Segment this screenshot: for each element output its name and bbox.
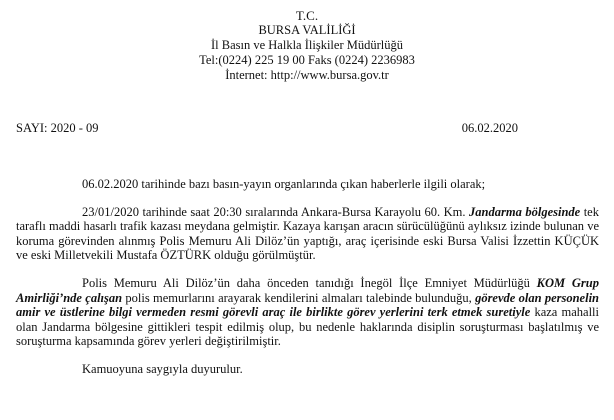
paragraph-investigation-text-3: kaza mahalli olan Jandarma bölgesine gittikleri tespit edilmiş olup, bu nedenle haklarında disiplin soruşturması başlatılmış ve soruşturma kapsamında görev yerleri değiştirilmiştir.: [16, 305, 599, 349]
paragraph-investigation-emphasis-1: KOM Grup Amirliği’nde çalışan: [16, 275, 599, 305]
paragraph-investigation-emphasis-2: görevde olan personelin amir ve üstlerine bilgi vermeden resmi görevli araç ile birlikte görev yerlerini terk etmek suretiyle: [16, 290, 600, 320]
letterhead-institution: BURSA VALİLİĞİ: [258, 23, 356, 37]
paragraph-accident-text-1: 23/01/2020 tarihinde saat 20:30 sıralarında Ankara-Bursa Karayolu 60. Km.: [82, 204, 470, 219]
letterhead: [0, 8, 614, 83]
letter-body: [16, 177, 599, 390]
paragraph-investigation-text-1: Polis Memuru Ali Dilöz’ün daha önceden tanıdığı İnegöl İlçe Emniyet Müdürlüğü: [82, 275, 537, 290]
paragraph-accident: [16, 205, 599, 263]
closing-line: Kamuoyuna saygıyla duyurulur.: [82, 361, 243, 376]
letterhead-department: İl Basın ve Halkla İlişkiler Müdürlüğü: [211, 38, 403, 52]
paragraph-investigation-text-2: polis memurlarını arayarak kendilerini almaları talebinde bulunduğu,: [122, 290, 476, 305]
letterhead-phone-fax: Tel:(0224) 225 19 00 Faks (0224) 2236983: [199, 53, 415, 67]
document-number: SAYI: 2020 - 09: [16, 121, 99, 135]
document-date: 06.02.2020: [461, 121, 518, 135]
paragraph-intro: 06.02.2020 tarihinde bazı basın-yayın organlarında çıkan haberlerle ilgili olarak;: [82, 177, 486, 191]
paragraph-investigation: [16, 276, 599, 349]
letterhead-website: İnternet: http://www.bursa.gov.tr: [225, 68, 389, 82]
letterhead-tc: T.C.: [295, 8, 319, 23]
paragraph-accident-emphasis: Jandarma bölgesinde: [469, 204, 581, 219]
paragraph-accident-text-2: tek taraflı maddi hasarlı trafik kazası meydana gelmiştir. Kazaya karışan aracın sürücülüğünü aylıksız izinde bulunan ve koruma görevinden alınmış Polis Memuru Ali Dilöz’ün yaptığı, araç içerisinde eski Bursa Valisi İzzettin KÜÇÜK ve eski Milletvekili Mustafa ÖZTÜRK olduğu görülmüştür.: [16, 204, 599, 263]
